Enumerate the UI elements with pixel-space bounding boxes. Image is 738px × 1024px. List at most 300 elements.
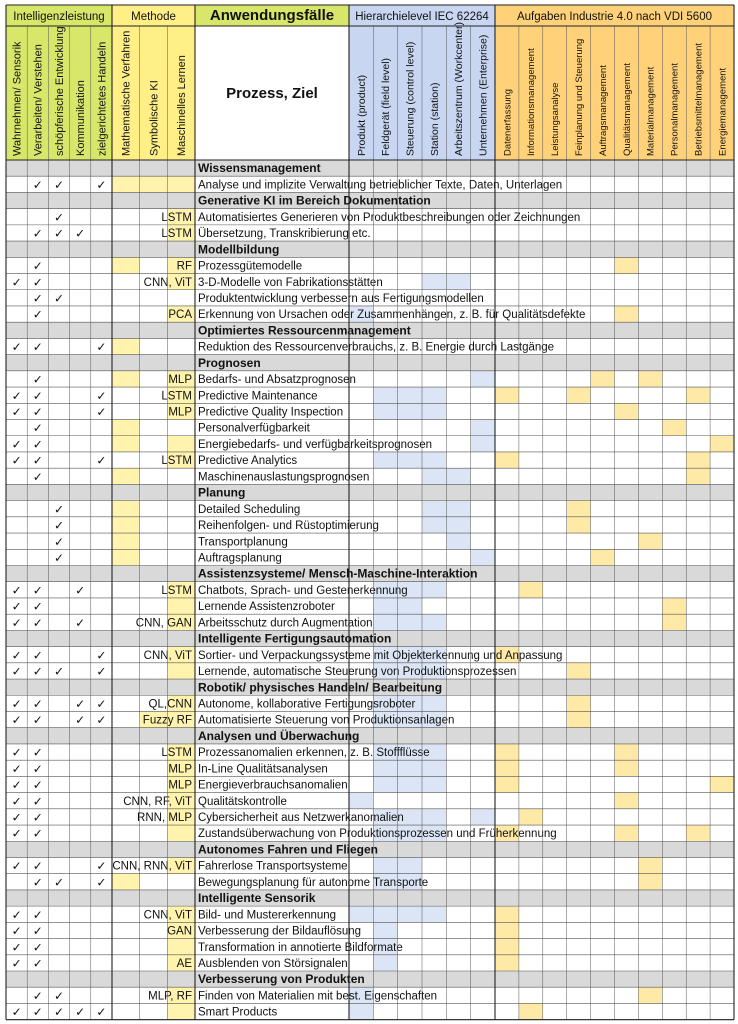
use-case-label: Autonome, kollaborative Fertigungsroboter: [198, 698, 416, 711]
check-mark: ✓: [11, 713, 22, 728]
use-case-label: Transformation in annotierte Bildformate: [198, 941, 403, 954]
method-cell-fill: [167, 436, 195, 452]
hierarchy-cell-fill: [349, 906, 373, 922]
vdi-task-cell-fill: [686, 387, 710, 403]
check-mark: ✓: [96, 177, 107, 192]
method-cell-fill: [167, 663, 195, 679]
hierarchy-cell-fill: [446, 501, 470, 517]
hierarchy-cell-fill: [398, 403, 422, 419]
check-mark: ✓: [75, 713, 86, 728]
method-cell-fill: [112, 501, 140, 517]
check-mark: ✓: [96, 713, 107, 728]
use-case-label: Bewegungsplanung für autonome Transporte: [198, 876, 429, 889]
hierarchy-cell-fill: [422, 906, 446, 922]
method-cell-fill: [112, 517, 140, 533]
check-mark: ✓: [32, 177, 43, 192]
hierarchy-cell-fill: [422, 614, 446, 630]
check-mark: ✓: [96, 388, 107, 403]
check-mark: ✓: [53, 210, 65, 225]
method-cell-fill: [112, 874, 140, 890]
vdi-task-cell-fill: [686, 825, 710, 841]
check-mark: ✓: [11, 826, 22, 841]
check-mark: ✓: [53, 551, 65, 565]
method-label: CNN, RF, ViT: [123, 795, 192, 808]
use-case-label: Detailed Scheduling: [198, 503, 301, 516]
method-label: MLP: [168, 374, 192, 387]
vdi-header-6: Materialmanagement: [645, 66, 657, 156]
vdi-task-cell-fill: [591, 371, 615, 387]
method-label: MLP: [168, 763, 192, 776]
check-mark: ✓: [75, 696, 86, 711]
section-title: Robotik/ physisches Handeln/ Bearbeitung: [198, 680, 443, 695]
group-header-aufgaben: Aufgaben Industrie 4.0 nach VDI 5600: [516, 11, 713, 23]
check-mark: ✓: [11, 340, 22, 355]
vdi-task-cell-fill: [615, 744, 639, 760]
hierarchy-cell-fill: [422, 403, 446, 419]
use-case-label: Bedarfs- und Absatzprognosen: [198, 374, 356, 387]
use-case-label: Arbeitsschutz durch Augmentation: [198, 617, 373, 630]
method-label: LSTM: [161, 455, 192, 468]
check-mark: ✓: [32, 648, 43, 663]
check-mark: ✓: [53, 226, 65, 241]
check-mark: ✓: [96, 453, 107, 468]
vdi-task-cell-fill: [495, 955, 519, 971]
use-case-label: Predictive Quality Inspection: [198, 406, 344, 419]
section-row-bg: [6, 728, 734, 744]
vdi-task-cell-fill: [615, 306, 639, 322]
hierarchy-cell-fill: [471, 809, 495, 825]
vdi-task-cell-fill: [567, 517, 591, 533]
group-header-methode: Methode: [131, 11, 176, 23]
process-header-label: Prozess, Ziel: [226, 85, 318, 102]
check-mark: ✓: [32, 907, 43, 922]
use-case-label: Verbesserung der Bildauflösung: [198, 925, 362, 938]
method-label: Fuzzy RF: [142, 714, 192, 727]
check-mark: ✓: [32, 583, 43, 598]
section-title: Assistenzsysteme/ Mensch-Maschine-Interaktion: [198, 566, 478, 581]
use-case-label: Zustandsüberwachung von Produktionsprozessen und Früherkennung: [198, 828, 557, 841]
method-cell-fill: [112, 176, 140, 192]
use-case-label: Ausblenden von Störsignalen: [198, 958, 348, 970]
method-label: RF: [176, 260, 192, 273]
check-mark: ✓: [96, 875, 107, 890]
use-case-label: Energiebedarfs- und verfügbarkeitsprognosen: [198, 438, 432, 451]
check-mark: ✓: [32, 778, 43, 793]
check-mark: ✓: [32, 988, 43, 1003]
use-case-label: Fahrerlose Transportsysteme: [198, 860, 348, 873]
check-mark: ✓: [53, 875, 65, 890]
method-label: MLP: [168, 406, 192, 419]
vdi-header-9: Energiemanagement: [717, 67, 729, 156]
hierarchy-cell-fill: [471, 371, 495, 387]
vdi-task-cell-fill: [638, 874, 662, 890]
intel-header-4: zielgerichtetes Handeln: [96, 41, 109, 156]
method-label: LSTM: [161, 390, 192, 403]
hierarchy-cell-fill: [398, 776, 422, 792]
hier-header-4: Arbeitszentrum (Workcenter): [453, 21, 466, 156]
check-mark: ✓: [32, 259, 43, 274]
check-mark: ✓: [11, 599, 22, 614]
group-header-anwendung: Anwendungsfälle: [209, 7, 335, 24]
hierarchy-cell-fill: [422, 582, 446, 598]
check-mark: ✓: [53, 1005, 65, 1020]
check-mark: ✓: [11, 907, 22, 922]
check-mark: ✓: [11, 648, 22, 663]
section-row-bg: [6, 484, 734, 500]
hierarchy-cell-fill: [373, 387, 397, 403]
hierarchy-cell-fill: [373, 857, 397, 873]
hierarchy-cell-fill: [373, 906, 397, 922]
use-case-label: Auftragsplanung: [198, 552, 282, 565]
hierarchy-cell-fill: [349, 1003, 373, 1019]
hierarchy-cell-fill: [373, 403, 397, 419]
hierarchy-cell-fill: [373, 598, 397, 614]
check-mark: ✓: [11, 859, 22, 874]
use-case-label: Bild- und Mustererkennung: [198, 909, 337, 922]
check-mark: ✓: [32, 405, 43, 420]
use-case-label: Automatisiertes Generieren von Produktbeschreibungen oder Zeichnungen: [198, 211, 581, 224]
check-mark: ✓: [32, 875, 43, 890]
method-cell-fill: [140, 176, 168, 192]
vdi-task-cell-fill: [686, 468, 710, 484]
use-case-label: Finden von Materialien mit best. Eigenschaften: [198, 990, 438, 1003]
vdi-header-0: Datenerfassung: [502, 88, 514, 156]
check-mark: ✓: [11, 696, 22, 711]
intel-header-0: Wahrnehmen/ Sensorik: [11, 41, 24, 157]
hierarchy-cell-fill: [446, 468, 470, 484]
hierarchy-cell-fill: [398, 387, 422, 403]
group-header-hierarchie: Hierarchielevel IEC 62264: [355, 11, 489, 23]
check-mark: ✓: [32, 761, 43, 776]
method-cell-fill: [112, 420, 140, 436]
method-label: LSTM: [161, 228, 192, 241]
check-mark: ✓: [53, 291, 65, 306]
method-label: CNN, GAN: [135, 617, 192, 630]
hierarchy-cell-fill: [398, 614, 422, 630]
check-mark: ✓: [32, 469, 43, 484]
check-mark: ✓: [53, 664, 65, 679]
section-row-bg: [6, 241, 734, 257]
check-mark: ✓: [32, 794, 43, 809]
method-label: CNN, ViT: [143, 276, 192, 289]
method-label: AE: [176, 958, 192, 970]
use-case-label: 3-D-Modelle von Fabrikationsstätten: [198, 276, 383, 289]
check-mark: ✓: [96, 405, 107, 420]
use-case-label: Produktentwicklung verbessern aus Fertigungsmodellen: [198, 292, 484, 305]
section-title: Generative KI im Bereich Dokumentation: [198, 193, 431, 208]
check-mark: ✓: [32, 859, 43, 874]
use-case-label: Analyse und implizite Verwaltung betrieblicher Texte, Daten, Unterlagen: [198, 179, 563, 192]
hierarchy-cell-fill: [422, 274, 446, 290]
check-mark: ✓: [96, 696, 107, 711]
use-case-label: Lernende Assistenzroboter: [198, 601, 335, 614]
method-label: MLP: [168, 779, 192, 792]
use-case-label: Maschinenauslastungsprognosen: [198, 471, 370, 484]
vdi-task-cell-fill: [567, 711, 591, 727]
use-case-label: Personalverfügbarkeit: [198, 422, 310, 435]
vdi-task-cell-fill: [567, 387, 591, 403]
check-mark: ✓: [32, 745, 43, 760]
use-case-label: Automatisierte Steuerung von Produktionsanlagen: [198, 714, 455, 727]
vdi-task-cell-fill: [495, 452, 519, 468]
hierarchy-cell-fill: [422, 517, 446, 533]
check-mark: ✓: [32, 340, 43, 355]
check-mark: ✓: [32, 615, 43, 630]
check-mark: ✓: [32, 307, 43, 322]
intel-header-1: Verarbeiten/ Verstehen: [32, 44, 45, 156]
section-row-bg: [6, 160, 734, 176]
use-case-label: Chatbots, Sprach- und Gestenerkennung: [198, 584, 408, 597]
method-label: PCA: [168, 309, 192, 322]
hierarchy-cell-fill: [422, 452, 446, 468]
vdi-header-5: Qualitätsmanagement: [621, 63, 633, 156]
check-mark: ✓: [11, 745, 22, 760]
hierarchy-cell-fill: [422, 387, 446, 403]
check-mark: ✓: [53, 988, 65, 1003]
check-mark: ✓: [11, 956, 22, 971]
section-title: Wissensmanagement: [198, 161, 321, 176]
section-title: Optimiertes Ressourcenmanagement: [198, 323, 411, 338]
hierarchy-cell-fill: [373, 614, 397, 630]
vdi-task-cell-fill: [519, 582, 543, 598]
vdi-header-7: Personalmanagement: [669, 63, 681, 156]
hierarchy-cell-fill: [422, 809, 446, 825]
check-mark: ✓: [11, 810, 22, 825]
method-cell-fill: [112, 549, 140, 565]
check-mark: ✓: [11, 453, 22, 468]
check-mark: ✓: [53, 518, 65, 533]
use-case-label: In-Line Qualitätsanalysen: [198, 763, 328, 776]
vdi-task-cell-fill: [662, 598, 686, 614]
method-label: CNN, RNN, ViT: [112, 860, 192, 873]
check-mark: ✓: [32, 421, 43, 436]
method-cell-fill: [112, 468, 140, 484]
use-case-label: Reduktion des Ressourcenverbrauchs, z. B. Energie durch Lastgänge: [198, 341, 555, 354]
hierarchy-cell-fill: [373, 760, 397, 776]
group-header-intelligenz: Intelligenzleistung: [13, 11, 105, 23]
check-mark: ✓: [32, 664, 43, 679]
vdi-task-cell-fill: [495, 939, 519, 955]
use-case-label: Transportplanung: [198, 536, 288, 549]
method-label: QL,CNN: [148, 698, 192, 711]
check-mark: ✓: [32, 713, 43, 728]
check-mark: ✓: [75, 583, 86, 598]
check-mark: ✓: [11, 388, 22, 403]
section-title: Autonomes Fahren und Fliegen: [198, 842, 379, 857]
check-mark: ✓: [32, 940, 43, 955]
vdi-task-cell-fill: [495, 387, 519, 403]
check-mark: ✓: [11, 437, 22, 452]
check-mark: ✓: [32, 956, 43, 971]
check-mark: ✓: [11, 275, 22, 290]
check-mark: ✓: [32, 388, 43, 403]
method-label: CNN, ViT: [143, 649, 192, 662]
hierarchy-cell-fill: [373, 776, 397, 792]
section-title: Intelligente Sensorik: [198, 891, 316, 906]
check-mark: ✓: [53, 502, 65, 517]
vdi-task-cell-fill: [495, 760, 519, 776]
use-case-label: Reihenfolgen- und Rüstoptimierung: [198, 520, 379, 533]
method-cell-fill: [167, 1003, 195, 1019]
method-label: LSTM: [161, 747, 192, 760]
method-cell-fill: [112, 533, 140, 549]
method-label: CNN, ViT: [143, 909, 192, 922]
check-mark: ✓: [75, 1005, 86, 1020]
hierarchy-cell-fill: [422, 776, 446, 792]
check-mark: ✓: [32, 1005, 43, 1020]
check-mark: ✓: [96, 664, 107, 679]
method-cell-fill: [167, 825, 195, 841]
vdi-header-8: Betriebsmittelmanagement: [693, 43, 705, 156]
hierarchy-cell-fill: [398, 452, 422, 468]
vdi-header-3: Feinplanung und Steuerung: [573, 38, 585, 156]
check-mark: ✓: [32, 696, 43, 711]
use-case-label: Lernende, automatische Steuerung von Produktionsprozessen: [198, 666, 517, 679]
check-mark: ✓: [32, 437, 43, 452]
method-cell-fill: [112, 371, 140, 387]
method-header-2: Maschinelles Lernen: [176, 55, 189, 156]
method-label: MLP, RF: [148, 990, 192, 1003]
vdi-task-cell-fill: [615, 825, 639, 841]
check-mark: ✓: [11, 778, 22, 793]
check-mark: ✓: [75, 615, 86, 630]
hierarchy-cell-fill: [373, 452, 397, 468]
use-case-label: Prozessgütemodelle: [198, 260, 303, 273]
intel-header-3: Kommunikation: [75, 80, 88, 156]
check-mark: ✓: [32, 453, 43, 468]
check-mark: ✓: [32, 924, 43, 939]
vdi-task-cell-fill: [710, 776, 734, 792]
vdi-task-cell-fill: [615, 257, 639, 273]
hierarchy-cell-fill: [422, 760, 446, 776]
check-mark: ✓: [32, 372, 43, 387]
check-mark: ✓: [32, 275, 43, 290]
check-mark: ✓: [32, 810, 43, 825]
use-case-label: Übersetzung, Transkribierung etc.: [198, 228, 371, 241]
vdi-task-cell-fill: [638, 857, 662, 873]
check-mark: ✓: [11, 405, 22, 420]
use-case-label: Prozessanomalien erkennen, z. B. Stoffflüsse: [198, 747, 430, 760]
check-mark: ✓: [96, 859, 107, 874]
hier-header-0: Produkt (product): [355, 74, 368, 156]
method-label: LSTM: [161, 211, 192, 224]
check-mark: ✓: [75, 226, 86, 241]
method-cell-fill: [167, 176, 195, 192]
check-mark: ✓: [32, 291, 43, 306]
check-mark: ✓: [96, 648, 107, 663]
hier-header-3: Station (station): [428, 82, 441, 156]
hierarchy-cell-fill: [398, 760, 422, 776]
hier-header-2: Steuerung (control level): [404, 41, 417, 156]
check-mark: ✓: [11, 1005, 22, 1020]
vdi-task-cell-fill: [710, 436, 734, 452]
method-cell-fill: [167, 939, 195, 955]
check-mark: ✓: [11, 794, 22, 809]
check-mark: ✓: [96, 340, 107, 355]
hierarchy-cell-fill: [471, 549, 495, 565]
use-case-label: Cybersicherheit aus Netzwerkanomalien: [198, 812, 404, 825]
check-mark: ✓: [11, 761, 22, 776]
hierarchy-cell-fill: [398, 857, 422, 873]
hierarchy-cell-fill: [422, 468, 446, 484]
hierarchy-cell-fill: [398, 598, 422, 614]
method-label: LSTM: [161, 584, 192, 597]
vdi-task-cell-fill: [567, 663, 591, 679]
hierarchy-cell-fill: [422, 501, 446, 517]
use-case-label: Smart Products: [198, 1006, 278, 1019]
vdi-task-cell-fill: [662, 420, 686, 436]
vdi-task-cell-fill: [638, 987, 662, 1003]
hierarchy-cell-fill: [446, 533, 470, 549]
method-label: GAN: [167, 925, 192, 938]
vdi-task-cell-fill: [495, 744, 519, 760]
vdi-task-cell-fill: [662, 614, 686, 630]
section-title: Intelligente Fertigungsautomation: [198, 631, 392, 646]
vdi-task-cell-fill: [615, 760, 639, 776]
vdi-header-4: Auftragsmanagement: [597, 65, 609, 156]
use-case-label: Predictive Analytics: [198, 455, 298, 468]
hierarchy-cell-fill: [471, 420, 495, 436]
check-mark: ✓: [11, 615, 22, 630]
use-case-label: Qualitätskontrolle: [198, 795, 287, 808]
vdi-task-cell-fill: [519, 1003, 543, 1019]
method-cell-fill: [167, 598, 195, 614]
section-title: Planung: [198, 485, 246, 500]
vdi-task-cell-fill: [495, 906, 519, 922]
hierarchy-cell-fill: [471, 436, 495, 452]
section-title: Prognosen: [198, 355, 261, 370]
intel-header-2: schöpferische Entwicklung: [53, 26, 66, 156]
vdi-header-2: Leistungsanalyse: [550, 82, 562, 156]
check-mark: ✓: [53, 177, 65, 192]
vdi-task-cell-fill: [495, 776, 519, 792]
check-mark: ✓: [11, 664, 22, 679]
vdi-task-cell-fill: [686, 452, 710, 468]
vdi-task-cell-fill: [615, 403, 639, 419]
method-cell-fill: [112, 436, 140, 452]
hierarchy-cell-fill: [373, 922, 397, 938]
check-mark: ✓: [32, 826, 43, 841]
vdi-task-cell-fill: [567, 695, 591, 711]
hierarchy-cell-fill: [398, 906, 422, 922]
vdi-task-cell-fill: [567, 501, 591, 517]
section-title: Modellbildung: [198, 242, 280, 257]
method-header-1: Symbolische KI: [148, 80, 161, 156]
vdi-task-cell-fill: [519, 809, 543, 825]
hierarchy-cell-fill: [446, 517, 470, 533]
method-label: RNN, MLP: [137, 812, 192, 825]
section-row-bg: [6, 355, 734, 371]
use-case-label: Erkennung von Ursachen oder Zusammenhängen, z. B. für Qualitätsdefekte: [198, 309, 586, 322]
hier-header-5: Unternehmen (Enterprise): [477, 34, 490, 156]
hierarchy-cell-fill: [349, 793, 373, 809]
check-mark: ✓: [32, 599, 43, 614]
method-cell-fill: [112, 338, 140, 354]
vdi-header-1: Informationsmanagement: [526, 48, 538, 156]
check-mark: ✓: [11, 583, 22, 598]
use-case-label: Energieverbrauchsanomalien: [198, 779, 348, 792]
section-row-bg: [6, 971, 734, 987]
section-row-bg: [6, 890, 734, 906]
check-mark: ✓: [53, 534, 65, 549]
method-cell-fill: [112, 257, 140, 273]
vdi-task-cell-fill: [615, 793, 639, 809]
hierarchy-cell-fill: [373, 955, 397, 971]
section-title: Analysen und Überwachung: [198, 728, 360, 743]
vdi-task-cell-fill: [495, 922, 519, 938]
vdi-task-cell-fill: [591, 549, 615, 565]
check-mark: ✓: [32, 226, 43, 241]
